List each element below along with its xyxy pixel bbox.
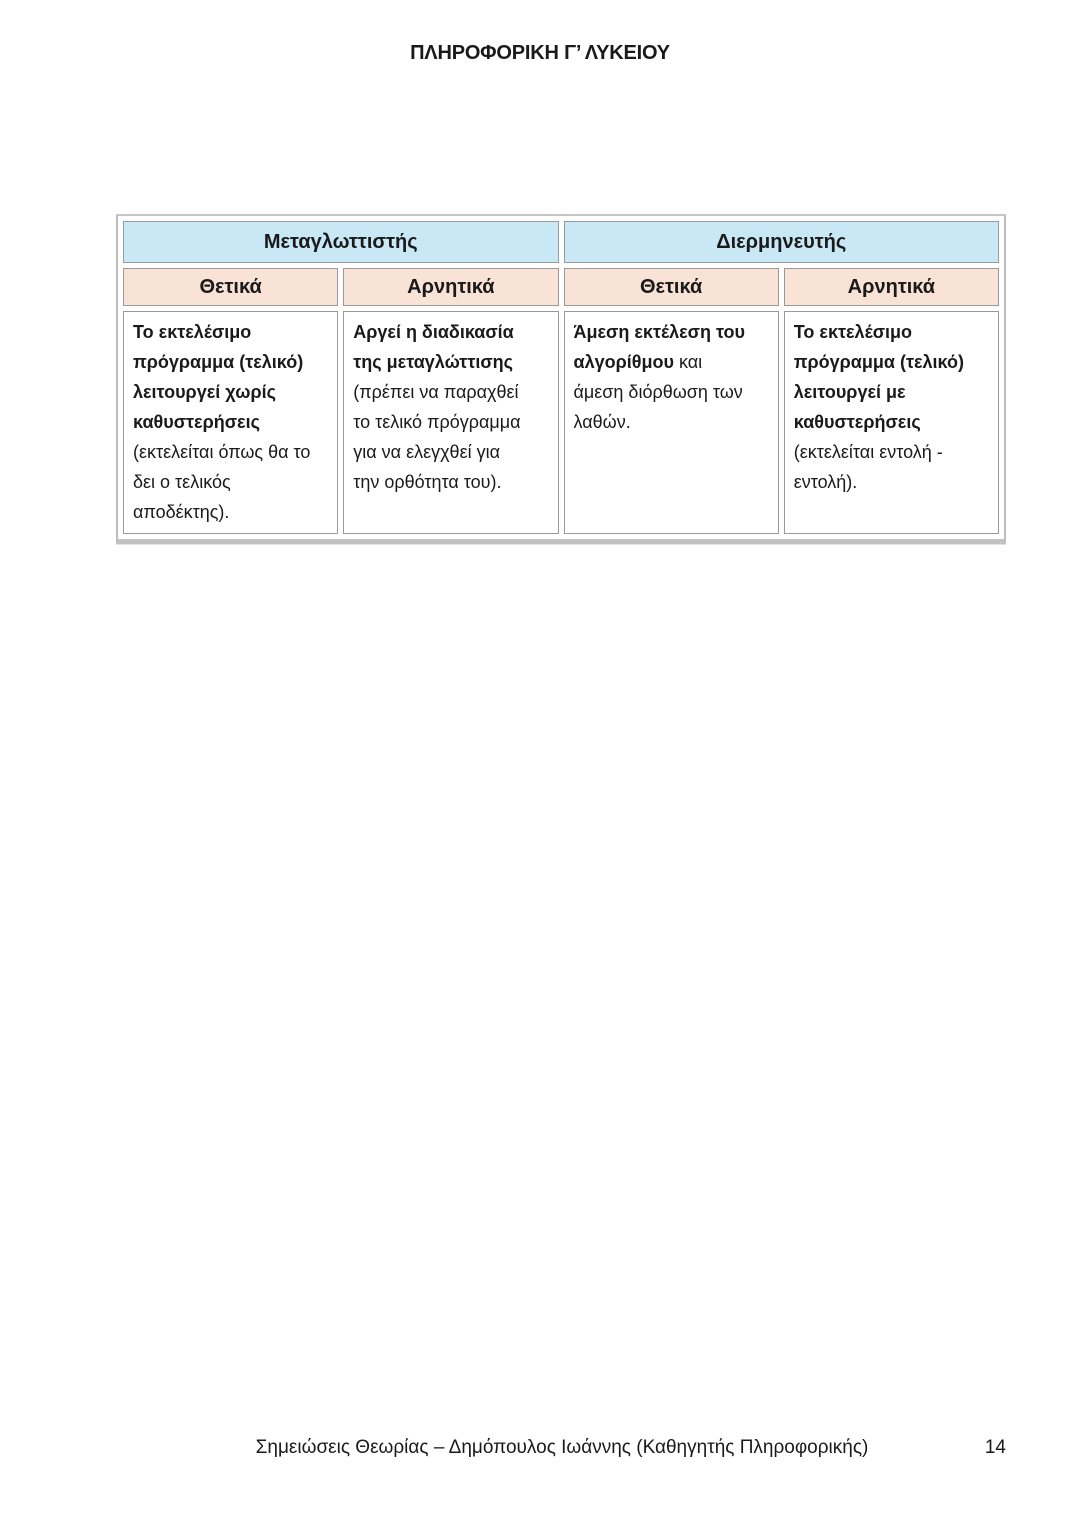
footer-text: Σημειώσεις Θεωρίας – Δημόπουλος Ιωάννης (Καθηγητής Πληροφορικής): [255, 1437, 869, 1458]
column-header-interpreter-positives: Θετικά: [564, 268, 779, 306]
compiler-interpreter-table: [118, 216, 1004, 539]
table-cell-compiler-negatives: Αργεί η διαδικασία της μεταγλώττισης (πρέπει να παραχθεί το τελικό πρόγραμμα για να ελεγχθεί για την ορθότητα του).: [343, 311, 558, 534]
table-cell-compiler-positives: Το εκτελέσιμο πρόγραμμα (τελικό) λειτουργεί χωρίς καθυστερήσεις (εκτελείται όπως θα το δει ο τελικός αποδέκτης).: [123, 311, 338, 534]
table-cell-interpreter-negatives: Το εκτελέσιμο πρόγραμμα (τελικό) λειτουργεί με καθυστερήσεις (εκτελείται εντολή - εντολή).: [784, 311, 999, 534]
column-header-row: [123, 268, 999, 306]
group-header-row: [123, 221, 999, 263]
page-footer: [116, 1437, 1008, 1459]
group-header-compiler: Μεταγλωττιστής: [123, 221, 559, 263]
table-cell-interpreter-positives: Άμεση εκτέλεση του αλγορίθμου και άμεση διόρθωση των λαθών.: [564, 311, 779, 534]
group-header-interpreter: Διερμηνευτής: [564, 221, 1000, 263]
page-title: ΠΛΗΡΟΦΟΡΙΚΗ Γ’ ΛΥΚΕΙΟΥ: [410, 42, 670, 64]
page-number: 14: [984, 1437, 1006, 1458]
column-header-interpreter-negatives: Αρνητικά: [784, 268, 999, 306]
comparison-table: [116, 214, 1006, 544]
column-header-compiler-positives: Θετικά: [123, 268, 338, 306]
column-header-compiler-negatives: Αρνητικά: [343, 268, 558, 306]
table-row: [123, 311, 999, 534]
